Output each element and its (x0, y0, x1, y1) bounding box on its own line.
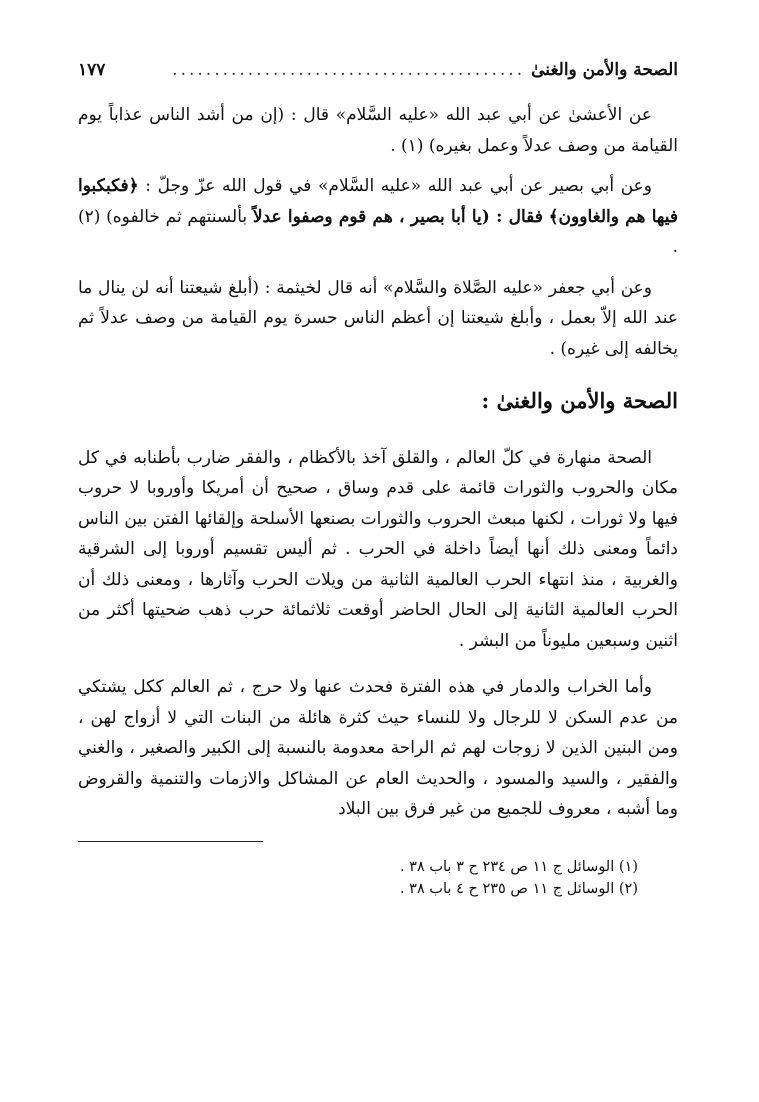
hadith-paragraph-1: عن الأعشىٰ عن أبي عبد الله «عليه السَّلام» قال : (إن من أشد الناس عذاباً يوم القيامة من وصف عدلاً وعمل بغيره) (١) . (78, 105, 678, 156)
quran-verse: ﴿فكبكبوا فيها هم والغاوون﴾ (78, 176, 678, 227)
hadith-paragraph-2 (78, 171, 678, 263)
running-title: الصحة والأمن والغنىٰ (531, 60, 678, 80)
footnote-1: (١) الوسائل ج ١١ ص ٢٣٤ ح ٣ باب ٣٨ . (399, 858, 638, 875)
hadith-paragraph-3: وعن أبي جعفر «عليه الصَّلاة والسَّلام» أنه قال لخيثمة : (أبلغ شيعتنا أنه لن ينال ما عند الله إلاّ بعمل ، وأبلغ شيعتنا إن أعظم الناس حسرة يوم القيامة من وصف عدلاً ثم يخالفه إلى غيره) . (78, 277, 678, 359)
running-header (78, 60, 678, 100)
leader-dots: .......................................... (172, 60, 526, 80)
section-body-paragraph-1: الصحة منهارة في كلّ العالم ، والقلق آخذ بالأكظام ، والفقر ضارب بأطنابه في كل مكان والحروب والثورات قائمة على قدم وساق ، صحيح أن أمريكا وأوروبا لا حروب فيها ولا ثورات ، لكنها مبعث الحروب والثورات بصنعها الأسلحة وإلقائها الفتن بين الناس دائماً ومعنى ذلك أنها أيضاً داخلة في الحرب . ثم أليس تقسيم أوروبا إلى الشرقية والغربية ، منذ انتهاء الحرب العالمية الثانية من ويلات الحرب وآثارها ، ومعنى ذلك أن الحرب العالمية الثانية إلى الحال الحاضر أوقعت ثلاثمائة حرب ذهب ضحيتها أكثر من اثنين وسبعين مليوناً من البشر . (78, 447, 678, 651)
section-heading: الصحة والأمن والغنىٰ : (481, 388, 678, 413)
footnote-2: (٢) الوسائل ج ١١ ص ٢٣٥ ح ٤ باب ٣٨ . (399, 880, 638, 897)
hadith-2-opening: وعن أبي بصير عن أبي عبد الله «عليه السَّلام» في قول الله عزّ وجلّ : (145, 176, 652, 196)
section-body-paragraph-2: وأما الخراب والدمار في هذه الفترة فحدث عنها ولا حرج ، ثم العالم ككل يشتكي من عدم السكن لا للرجال ولا للنساء حيث كثرة هائلة من البنات التي لا أزواج لهن ، ومن البنين الذين لا زوجات لهم ثم الراحة معدومة بالنسبة إلى الكبير والصغير ، والغني والفقير ، والسيد والمسود ، والحديث العام عن المشاكل والازمات والتنمية والقروض وما أشبه ، معروف للجميع من غير فرق بين البلاد (78, 677, 678, 819)
hadith-2-bold-text: فقال : (يا أبا بصير ، هم قوم وصفوا عدلاً (252, 206, 543, 227)
page-number: ١٧٧ (78, 60, 106, 80)
footnote-divider (78, 841, 263, 842)
book-page (78, 60, 678, 900)
hadith-2-ending: بألسنتهم ثم خالفوه) (٢) . (78, 206, 678, 257)
